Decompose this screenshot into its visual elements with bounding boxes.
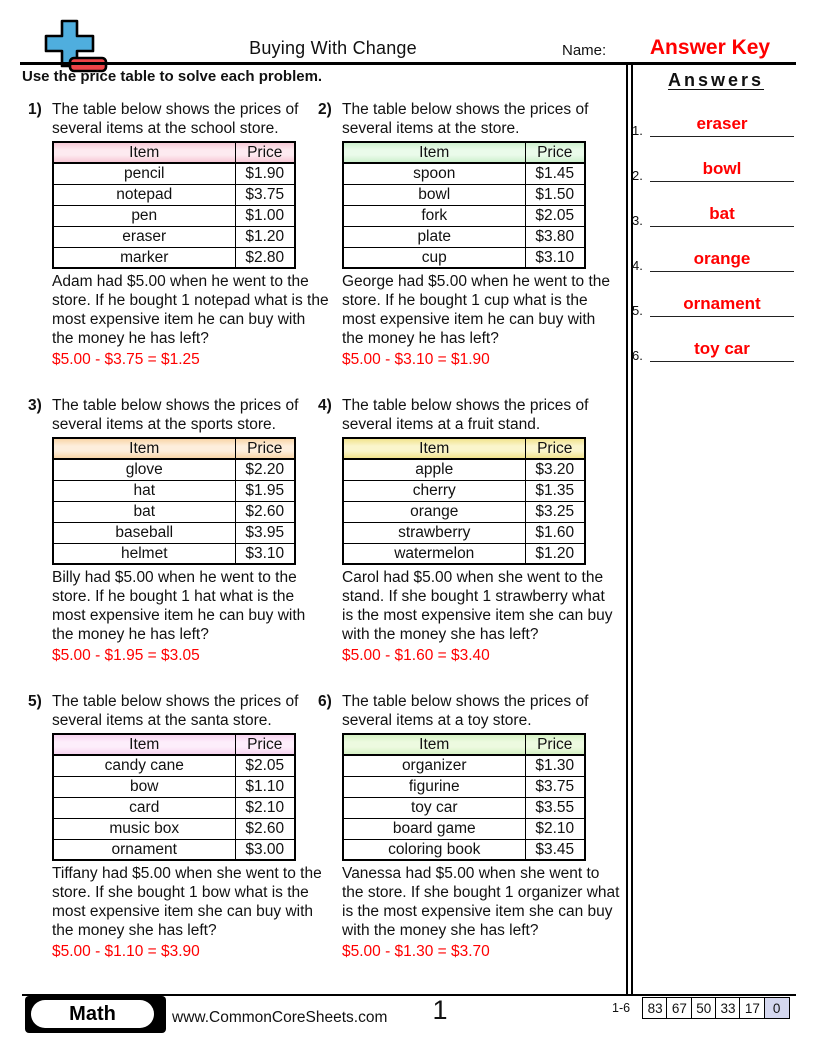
answer-blank-line xyxy=(650,271,794,272)
math-badge xyxy=(25,996,166,1033)
table-row xyxy=(53,543,295,564)
problem-question: Adam had $5.00 when he went to the store. If he bought 1 notepad what is the most expensive item he can buy with the money he has left? xyxy=(52,273,329,347)
item-cell: pen xyxy=(53,205,235,226)
problem-intro: The table below shows the prices of several items at a fruit stand. xyxy=(342,397,589,433)
price-cell: $1.60 xyxy=(525,522,585,543)
price-cell: $3.25 xyxy=(525,501,585,522)
problem-intro: The table below shows the prices of several items at the store. xyxy=(342,101,589,137)
answer-text: orange xyxy=(693,249,751,268)
score-cell: 67 xyxy=(666,997,692,1019)
item-cell: figurine xyxy=(343,776,525,797)
table-row xyxy=(53,522,295,543)
answers-list xyxy=(632,99,794,369)
score-cell: 50 xyxy=(691,997,717,1019)
problem-question: Carol had $5.00 when she went to the stand. If she bought 1 strawberry what is the most expensive item she can buy with the money she has left? xyxy=(342,569,613,643)
item-cell: organizer xyxy=(343,755,525,776)
table-row xyxy=(343,797,585,818)
answer-text: bat xyxy=(709,204,735,223)
price-cell: $1.10 xyxy=(235,776,295,797)
problem-number: 3) xyxy=(28,397,42,414)
problem-3 xyxy=(28,396,324,665)
answer-equation: $5.00 - $1.95 = $3.05 xyxy=(52,647,200,664)
price-cell: $3.55 xyxy=(525,797,585,818)
score-range-label: 1-6 xyxy=(612,1001,631,1015)
item-cell: cherry xyxy=(343,480,525,501)
table-row xyxy=(343,205,585,226)
price-column-header: Price xyxy=(525,438,585,459)
price-column-header: Price xyxy=(525,142,585,163)
answer-item-3 xyxy=(632,189,794,234)
item-column-header: Item xyxy=(343,438,525,459)
problem-5 xyxy=(28,692,324,961)
price-cell: $3.45 xyxy=(525,839,585,860)
item-cell: notepad xyxy=(53,184,235,205)
page-title: Buying With Change xyxy=(249,38,417,58)
answer-item-4 xyxy=(632,234,794,279)
table-row xyxy=(53,247,295,268)
answer-equation: $5.00 - $1.10 = $3.90 xyxy=(52,943,200,960)
page-number: 1 xyxy=(432,995,448,1025)
price-table-3 xyxy=(52,437,296,565)
item-cell: board game xyxy=(343,818,525,839)
table-row xyxy=(343,459,585,480)
answer-equation: $5.00 - $3.10 = $1.90 xyxy=(342,351,490,368)
price-cell: $2.05 xyxy=(525,205,585,226)
price-table-header-row xyxy=(53,438,295,459)
table-row xyxy=(53,205,295,226)
item-cell: card xyxy=(53,797,235,818)
table-row xyxy=(343,501,585,522)
answer-number: 3. xyxy=(632,213,643,228)
price-cell: $1.30 xyxy=(525,755,585,776)
table-row xyxy=(53,226,295,247)
item-column-header: Item xyxy=(53,734,235,755)
table-row xyxy=(343,226,585,247)
table-row xyxy=(343,776,585,797)
table-row xyxy=(53,755,295,776)
answer-equation: $5.00 - $1.60 = $3.40 xyxy=(342,647,490,664)
item-cell: hat xyxy=(53,480,235,501)
problem-question: Tiffany had $5.00 when she went to the store. If she bought 1 bow what is the most expensive item she can buy with the money she has left? xyxy=(52,865,322,939)
price-cell: $3.75 xyxy=(525,776,585,797)
table-row xyxy=(343,755,585,776)
table-row xyxy=(53,839,295,860)
table-row xyxy=(53,184,295,205)
price-cell: $1.90 xyxy=(235,163,295,184)
problem-number: 1) xyxy=(28,101,42,118)
price-cell: $3.10 xyxy=(235,543,295,564)
price-table-header-row xyxy=(53,142,295,163)
instruction-text: Use the price table to solve each problem. xyxy=(22,68,323,85)
item-cell: marker xyxy=(53,247,235,268)
problem-4 xyxy=(318,396,614,665)
price-cell: $1.45 xyxy=(525,163,585,184)
price-table-header-row xyxy=(343,142,585,163)
item-cell: toy car xyxy=(343,797,525,818)
answer-blank-line xyxy=(650,361,794,362)
table-row xyxy=(53,163,295,184)
price-cell: $2.10 xyxy=(235,797,295,818)
answer-text: bowl xyxy=(702,159,742,178)
answer-blank-line xyxy=(650,136,794,137)
answer-item-1 xyxy=(632,99,794,144)
answers-heading: Answers xyxy=(667,70,765,90)
item-cell: bat xyxy=(53,501,235,522)
answer-item-5 xyxy=(632,279,794,324)
price-cell: $3.10 xyxy=(525,247,585,268)
item-cell: music box xyxy=(53,818,235,839)
item-cell: candy cane xyxy=(53,755,235,776)
price-table-header-row xyxy=(343,438,585,459)
problem-number: 2) xyxy=(318,101,332,118)
price-table-2 xyxy=(342,141,586,269)
item-cell: ornament xyxy=(53,839,235,860)
problem-intro: The table below shows the prices of several items at the sports store. xyxy=(52,397,299,433)
score-cells xyxy=(642,997,790,1019)
price-cell: $1.00 xyxy=(235,205,295,226)
price-table-6 xyxy=(342,733,586,861)
table-row xyxy=(343,163,585,184)
table-row xyxy=(343,522,585,543)
price-column-header: Price xyxy=(235,734,295,755)
item-cell: strawberry xyxy=(343,522,525,543)
problem-number: 5) xyxy=(28,693,42,710)
price-cell: $2.60 xyxy=(235,501,295,522)
answer-item-2 xyxy=(632,144,794,189)
item-cell: apple xyxy=(343,459,525,480)
answer-blank-line xyxy=(650,226,794,227)
answer-key-label: Answer Key xyxy=(649,36,771,59)
problem-2 xyxy=(318,100,614,369)
item-cell: helmet xyxy=(53,543,235,564)
price-table-header-row xyxy=(343,734,585,755)
answer-number: 2. xyxy=(632,168,643,183)
problem-number: 4) xyxy=(318,397,332,414)
table-row xyxy=(53,459,295,480)
answer-blank-line xyxy=(650,181,794,182)
answer-number: 4. xyxy=(632,258,643,273)
table-row xyxy=(343,480,585,501)
answer-number: 1. xyxy=(632,123,643,138)
price-cell: $3.95 xyxy=(235,522,295,543)
table-row xyxy=(343,818,585,839)
item-cell: pencil xyxy=(53,163,235,184)
answer-equation: $5.00 - $3.75 = $1.25 xyxy=(52,351,200,368)
price-table-4 xyxy=(342,437,586,565)
item-column-header: Item xyxy=(343,734,525,755)
table-row xyxy=(343,543,585,564)
item-cell: bow xyxy=(53,776,235,797)
item-cell: coloring book xyxy=(343,839,525,860)
item-cell: orange xyxy=(343,501,525,522)
table-row xyxy=(343,184,585,205)
price-cell: $2.60 xyxy=(235,818,295,839)
problem-question: George had $5.00 when he went to the store. If he bought 1 cup what is the most expensive item he can buy with the money he has left? xyxy=(342,273,611,347)
price-column-header: Price xyxy=(235,142,295,163)
price-cell: $2.20 xyxy=(235,459,295,480)
score-cell: 33 xyxy=(715,997,741,1019)
website-url: www.CommonCoreSheets.com xyxy=(172,1009,388,1026)
price-cell: $2.80 xyxy=(235,247,295,268)
price-table-1 xyxy=(52,141,296,269)
price-cell: $1.20 xyxy=(235,226,295,247)
answer-number: 5. xyxy=(632,303,643,318)
answer-text: toy car xyxy=(694,339,750,358)
score-cell: 83 xyxy=(642,997,668,1019)
item-cell: glove xyxy=(53,459,235,480)
name-label: Name: xyxy=(562,42,607,59)
answer-text: eraser xyxy=(696,114,748,133)
subject-label: Math xyxy=(31,1000,154,1028)
answer-item-6 xyxy=(632,324,794,369)
price-cell: $1.95 xyxy=(235,480,295,501)
item-cell: eraser xyxy=(53,226,235,247)
problem-6 xyxy=(318,692,620,961)
answer-number: 6. xyxy=(632,348,643,363)
item-cell: spoon xyxy=(343,163,525,184)
score-cell-zero: 0 xyxy=(764,997,790,1019)
item-cell: plate xyxy=(343,226,525,247)
problem-question: Billy had $5.00 when he went to the store. If he bought 1 hat what is the most expensive item he can buy with the money he has left? xyxy=(52,569,306,643)
problem-number: 6) xyxy=(318,693,332,710)
price-cell: $3.80 xyxy=(525,226,585,247)
table-row xyxy=(343,247,585,268)
item-cell: baseball xyxy=(53,522,235,543)
problem-1 xyxy=(28,100,329,369)
problem-intro: The table below shows the prices of several items at a toy store. xyxy=(342,693,589,729)
problem-intro: The table below shows the prices of several items at the school store. xyxy=(52,101,299,137)
price-cell: $1.20 xyxy=(525,543,585,564)
answer-blank-line xyxy=(650,316,794,317)
item-cell: watermelon xyxy=(343,543,525,564)
item-cell: fork xyxy=(343,205,525,226)
price-cell: $2.05 xyxy=(235,755,295,776)
header-divider xyxy=(20,62,796,65)
plus-minus-logo-icon xyxy=(36,18,110,74)
price-table-header-row xyxy=(53,734,295,755)
problem-intro: The table below shows the prices of several items at the santa store. xyxy=(52,693,299,729)
answer-equation: $5.00 - $1.30 = $3.70 xyxy=(342,943,490,960)
problem-question: Vanessa had $5.00 when she went to the store. If she bought 1 organizer what is the most expensive item she can buy with the money she has left? xyxy=(342,865,620,939)
item-cell: cup xyxy=(343,247,525,268)
score-cell: 17 xyxy=(739,997,765,1019)
item-column-header: Item xyxy=(53,142,235,163)
item-column-header: Item xyxy=(343,142,525,163)
item-cell: bowl xyxy=(343,184,525,205)
price-cell: $3.75 xyxy=(235,184,295,205)
answers-panel xyxy=(632,70,794,369)
table-row xyxy=(53,818,295,839)
price-cell: $3.20 xyxy=(525,459,585,480)
price-column-header: Price xyxy=(235,438,295,459)
price-table-5 xyxy=(52,733,296,861)
table-row xyxy=(53,501,295,522)
table-row xyxy=(53,480,295,501)
price-cell: $1.35 xyxy=(525,480,585,501)
price-cell: $3.00 xyxy=(235,839,295,860)
price-cell: $2.10 xyxy=(525,818,585,839)
price-column-header: Price xyxy=(525,734,585,755)
table-row xyxy=(343,839,585,860)
answers-separator xyxy=(626,65,633,994)
price-cell: $1.50 xyxy=(525,184,585,205)
item-column-header: Item xyxy=(53,438,235,459)
table-row xyxy=(53,797,295,818)
answer-text: ornament xyxy=(683,294,761,313)
table-row xyxy=(53,776,295,797)
score-table xyxy=(612,997,790,1019)
